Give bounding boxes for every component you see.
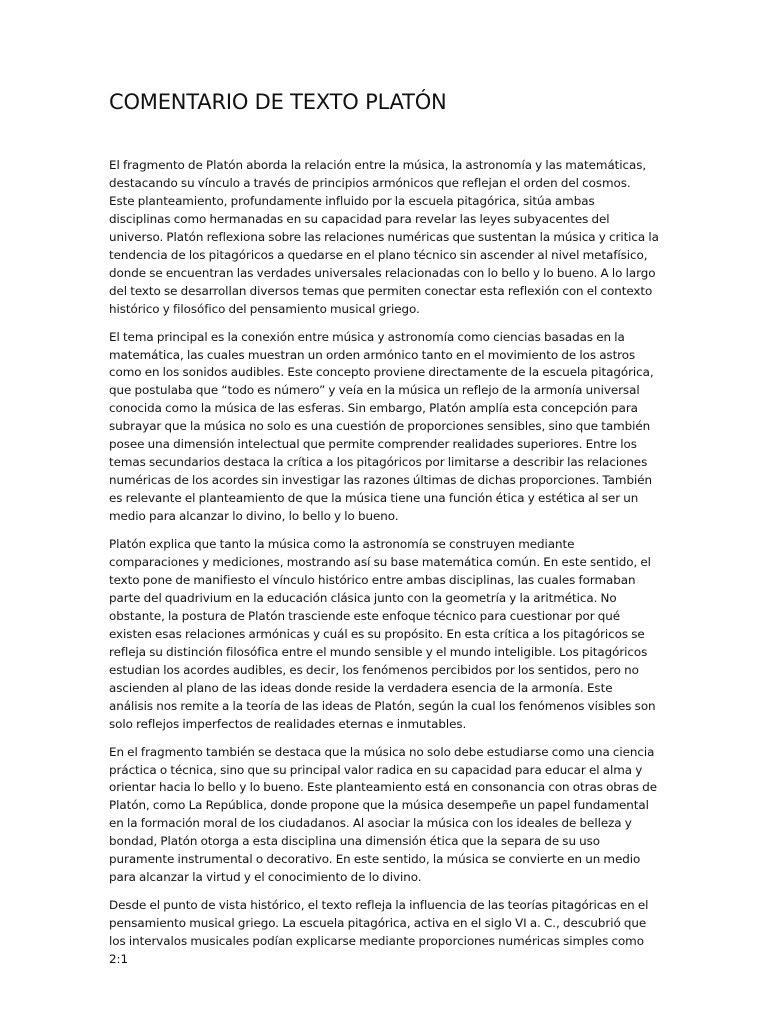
paragraph-5: Desde el punto de vista histórico, el texto refleja la influencia de las teorías pitagóricas en el pensamiento musical griego. La escuela pitagórica, activa en el siglo VI a. C., descubrió que los intervalos musicales podían explicarse mediante proporciones numéricas simples como 2:1 — [109, 898, 649, 967]
paragraph-1: El fragmento de Platón aborda la relación entre la música, la astronomía y las matemáticas, destacando su vínculo a través de principios armónicos que reflejan el orden del cosmos. Este planteamiento, profundamente influido por la escuela pitagórica, sitúa ambas disciplinas como hermanadas en su capacidad para revelar las leyes subyacentes del universo. Platón reflexiona sobre las relaciones numéricas que sustentan la música y critica la tendencia de los pitagóricos a quedarse en el plano técnico sin ascender al nivel metafísico, donde se encuentran las verdades universales relacionadas con lo bello y lo bueno. A lo largo del texto se desarrollan diversos temas que permiten conectar esta reflexión con el contexto histórico y filosófico del pensamiento musical griego. — [109, 158, 659, 316]
document-body — [109, 88, 659, 979]
paragraph-3: Platón explica que tanto la música como la astronomía se construyen mediante comparaciones y mediciones, mostrando así su base matemática común. En este sentido, el texto pone de manifiesto el vínculo histórico entre ambas disciplinas, las cuales formaban parte del quadrivium en la educación clásica junto con la geometría y la aritmética. No obstante, la postura de Platón trasciende este enfoque técnico para cuestionar por qué existen esas relaciones armónicas y cuál es su propósito. En esta crítica a los pitagóricos se refleja su distinción filosófica entre el mundo sensible y el mundo inteligible. Los pitagóricos estudian los acordes audibles, es decir, los fenómenos percibidos por los sentidos, pero no ascienden al plano de las ideas donde reside la verdadera esencia de la armonía. Este análisis nos remite a la teoría de las ideas de Platón, según la cual los fenómenos visibles son solo reflejos imperfectos de realidades eternas e inmutables. — [109, 537, 656, 731]
paragraph-2: El tema principal es la conexión entre música y astronomía como ciencias basadas en la matemática, las cuales muestran un orden armónico tanto en el movimiento de los astros como en los sonidos audibles. Este concepto proviene directamente de la escuela pitagórica, que postulaba que “todo es número” y veía en la música un reflejo de la armonía universal conocida como la música de las esferas. Sin embargo, Platón amplía esta concepción para subrayar que la música no solo es una cuestión de proporciones sensibles, sino que también posee una dimensión intelectual que permite comprender realidades superiores. Entre los temas secundarios destaca la crítica a los pitagóricos por limitarse a describir las relaciones numéricas de los acordes sin investigar las razones últimas de dichas proporciones. También es relevante el planteamiento de que la música tiene una función ética y estética al ser un medio para alcanzar lo divino, lo bello y lo bueno. — [109, 329, 654, 524]
paragraph-4: En el fragmento también se destaca que la música no solo debe estudiarse como una ciencia práctica o técnica, sino que su principal valor radica en su capacidad para educar el alma y orientar hacia lo bello y lo bueno. Este planteamiento está en consonancia con otras obras de Platón, como La República, donde propone que la música desempeñe un papel fundamental en la formación moral de los ciudadanos. Al asociar la música con los ideales de belleza y bondad, Platón otorga a esta disciplina una dimensión ética que la separa de su uso puramente instrumental o decorativo. En este sentido, la música se convierte en un medio para alcanzar la virtud y el conocimiento de lo divino. — [109, 744, 657, 885]
document-title: COMENTARIO DE TEXTO PLATÓN — [109, 90, 447, 114]
